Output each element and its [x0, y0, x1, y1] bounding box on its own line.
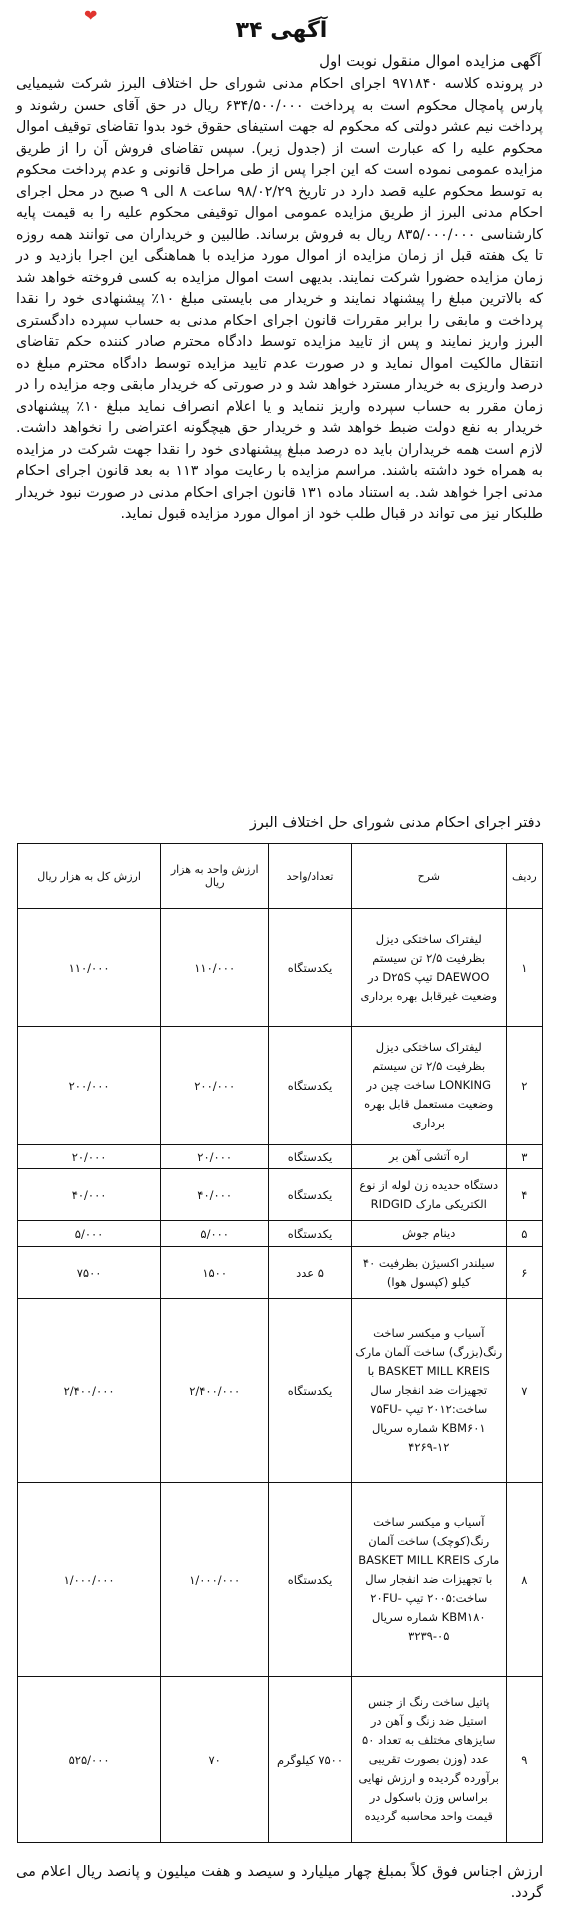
cell-unit: ۱۵۰۰ — [161, 1247, 269, 1299]
header-description: شرح — [351, 844, 506, 909]
cell-total: ۲/۴۰۰/۰۰۰ — [18, 1299, 161, 1483]
table-row — [18, 1145, 543, 1169]
cell-row: ۹ — [506, 1677, 542, 1843]
heart-icon: ❤ — [84, 6, 98, 25]
cell-total: ۵/۰۰۰ — [18, 1221, 161, 1247]
items-table — [17, 843, 543, 1843]
cell-row: ۸ — [506, 1483, 542, 1677]
cell-unit: ۲۰۰/۰۰۰ — [161, 1027, 269, 1145]
office-line: دفتر اجرای احکام مدنی شورای حل اختلاف البرز — [249, 815, 541, 831]
cell-desc: اره آتشی آهن بر — [351, 1145, 506, 1169]
cell-unit: ۲/۴۰۰/۰۰۰ — [161, 1299, 269, 1483]
cell-row: ۵ — [506, 1221, 542, 1247]
page-title: آگهی ۳۴ — [235, 18, 328, 43]
cell-desc: دینام جوش — [351, 1221, 506, 1247]
cell-total: ۴۰/۰۰۰ — [18, 1169, 161, 1221]
cell-qty: یکدستگاه — [269, 1221, 352, 1247]
cell-qty: یکدستگاه — [269, 1169, 352, 1221]
cell-desc: لیفتراک ساختکی دیزل بظرفیت ۲/۵ تن سیستم LONKING ساخت چین در وضعیت مستعمل قابل بهره برداری — [351, 1027, 506, 1145]
cell-unit: ۱۱۰/۰۰۰ — [161, 909, 269, 1027]
cell-qty: یکدستگاه — [269, 1145, 352, 1169]
cell-row: ۱ — [506, 909, 542, 1027]
table-row — [18, 1483, 543, 1677]
cell-total: ۱/۰۰۰/۰۰۰ — [18, 1483, 161, 1677]
table-row — [18, 1247, 543, 1299]
cell-qty: یکدستگاه — [269, 1027, 352, 1145]
cell-row: ۳ — [506, 1145, 542, 1169]
table-row — [18, 909, 543, 1027]
cell-row: ۶ — [506, 1247, 542, 1299]
cell-qty: ۵ عدد — [269, 1247, 352, 1299]
cell-desc: لیفتراک ساختکی دیزل بظرفیت ۲/۵ تن سیستم DAEWOO تیپ D۲۵S در وضعیت غیرقابل بهره برداری — [351, 909, 506, 1027]
cell-unit: ۱/۰۰۰/۰۰۰ — [161, 1483, 269, 1677]
table-row — [18, 1027, 543, 1145]
table-row — [18, 1299, 543, 1483]
cell-qty: یکدستگاه — [269, 909, 352, 1027]
header-row-number: ردیف — [506, 844, 542, 909]
cell-total: ۲۰۰/۰۰۰ — [18, 1027, 161, 1145]
cell-unit: ۵/۰۰۰ — [161, 1221, 269, 1247]
page-subtitle: آگهی مزایده اموال منقول نوبت اول — [319, 52, 541, 70]
notice-paragraph: در پرونده کلاسه ۹۷۱۸۴۰ اجرای احکام مدنی شورای حل اختلاف البرز شرکت شیمیایی پارس پامچال محکوم است به پرداخت ۶۳۴/۵۰۰/۰۰۰ ریال در حق آقای حسن رشوند و پرداخت نیم عشر دولتی که محکوم له جهت استیفای حقوق خود بدوا تقاضای توقیف اموال محکوم علیه را که عبارت است از (جدول زیر). سپس تقاضای فروش آن را از طریق مزایده عمومی نموده است که این اجرا پس از طی مراحل قانونی و عدم پرداخت محکوم به توسط محکوم علیه قصد دارد در تاریخ ۹۸/۰۲/۲۹ ساعت ۸ الی ۹ صبح در محل اجرای احکام مدنی البرز از طریق مزایده عمومی اموال توقیفی محکوم علیه را به قیمت پایه کارشناسی ۸۳۵/۰۰۰/۰۰۰ ریال به فروش برساند. طالبین و خریداران می توانند همه روزه تا یک هفته قبل از زمان مزایده از اموال مورد مزایده با هماهنگی این اجرا بازدید و در زمان مزایده حضورا شرکت نمایند. بدیهی است اموال مزایده به کسی فروخته خواهد شد که بالاترین مبلغ را پیشنهاد نمایند و خریدار می بایستی مبلغ ۱۰٪ پیشنهادی خود را نقدا پرداخت و مابقی را برابر مقررات قانون اجرای احکام مدنی به حساب سپرده دادگستری البرز واریز نمایند و پس از تایید مزایده توسط دادگاه محترم صادر کننده حکم تقاضای انتقال مالکیت اموال نماید و در صورت عدم تایید مزایده توسط دادگاه محترم مبلغ ده درصد واریزی به خریدار مسترد خواهد شد و در صورتی که خریدار مابقی وجه مزایده را در زمان مقرر به حساب سپرده واریز ننماید و یا اعلام انصراف نماید مبلغ ۱۰٪ پیشنهادی خریدار به نفع دولت ضبط خواهد شد و خریدار حق هیچگونه اعتراضی را نخواهد داشت. لازم است همه خریداران باید ده درصد مبلغ پیشنهادی خود را نقدا جهت شرکت در مزایده به همراه خود داشته باشند. مراسم مزایده با رعایت مواد ۱۱۳ به بعد قانون اجرای احکام مدنی اجرا خواهد شد. به استناد ماده ۱۳۱ قانون اجرای احکام مدنی در صورت نبود خریدار طلبکار نیز می تواند در قبال طلب خود از اموال مورد مزایده قبول نماید. — [16, 76, 544, 522]
table-header-row — [18, 844, 543, 909]
table-row — [18, 1169, 543, 1221]
cell-total: ۵۲۵/۰۰۰ — [18, 1677, 161, 1843]
cell-unit: ۷۰ — [161, 1677, 269, 1843]
cell-desc: دستگاه حدیده زن لوله از نوع الکتریکی مارک RIDGID — [351, 1169, 506, 1221]
cell-qty: یکدستگاه — [269, 1299, 352, 1483]
notice-body — [16, 74, 543, 526]
cell-row: ۴ — [506, 1169, 542, 1221]
cell-desc: پاتیل ساخت رنگ از جنس استیل ضد زنگ و آهن در سایزهای مختلف به تعداد ۵۰ عدد (وزن بصورت تقریبی برآورده گردیده و ارزش نهایی براساس وزن باسکول در قیمت واحد محاسبه گردیده — [351, 1677, 506, 1843]
header-quantity: تعداد/واحد — [269, 844, 352, 909]
footer-summary: ارزش اجناس فوق کلاً بمبلغ چهار میلیارد و سیصد و هفت میلیون و پانصد ریال اعلام می گردد. — [16, 1864, 543, 1901]
cell-qty: یکدستگاه — [269, 1483, 352, 1677]
cell-row: ۲ — [506, 1027, 542, 1145]
cell-total: ۷۵۰۰ — [18, 1247, 161, 1299]
table-row — [18, 1221, 543, 1247]
header-total-value: ارزش کل به هزار ریال — [18, 844, 161, 909]
cell-desc: آسیاب و میکسر ساخت رنگ(کوچک) ساخت آلمان مارک BASKET MILL KREIS با تجهیزات ضد انفجار سال ساخت:۲۰۰۵ تیپ ۲۰FU-KBM۱۸۰ شماره سریال ۰۵-۳۲۳۹ — [351, 1483, 506, 1677]
cell-unit: ۴۰/۰۰۰ — [161, 1169, 269, 1221]
cell-total: ۱۱۰/۰۰۰ — [18, 909, 161, 1027]
table-row — [18, 1677, 543, 1843]
cell-total: ۲۰/۰۰۰ — [18, 1145, 161, 1169]
cell-desc: سیلندر اکسیژن بظرفیت ۴۰ کیلو (کپسول هوا) — [351, 1247, 506, 1299]
cell-unit: ۲۰/۰۰۰ — [161, 1145, 269, 1169]
header-unit-value: ارزش واحد به هزار ریال — [161, 844, 269, 909]
cell-desc: آسیاب و میکسر ساخت رنگ(بزرگ) ساخت آلمان مارک BASKET MILL KREIS با تجهیزات ضد انفجار سال ساخت:۲۰۱۲ تیپ ۷۵FU-KBM۶۰۱ شماره سریال ۱۲-۴۲۶۹ — [351, 1299, 506, 1483]
cell-qty: ۷۵۰۰ کیلوگرم — [269, 1677, 352, 1843]
cell-row: ۷ — [506, 1299, 542, 1483]
